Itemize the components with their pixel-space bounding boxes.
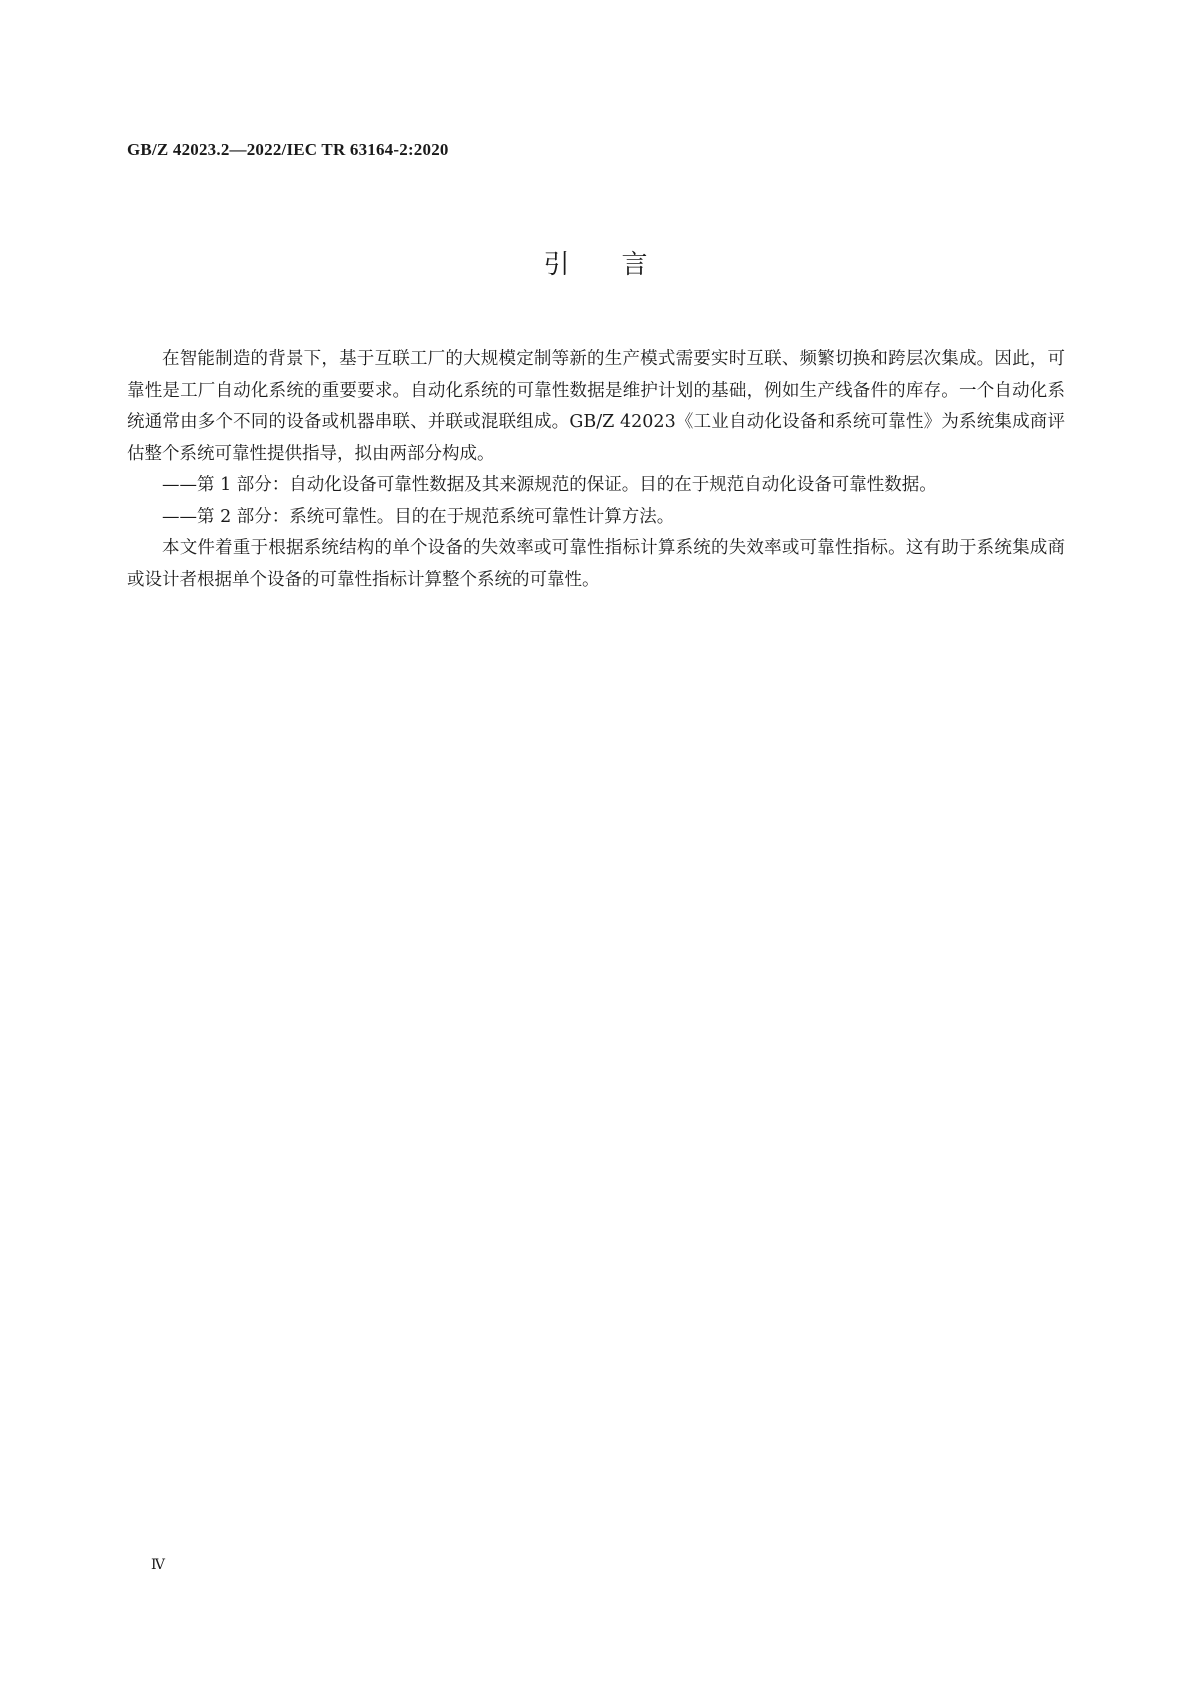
list-item-part-2: ——第 2 部分：系统可靠性。目的在于规范系统可靠性计算方法。 [162, 506, 675, 527]
intro-paragraph-2: 本文件着重于根据系统结构的单个设备的失效率或可靠性指标计算系统的失效率或可靠性指标。这有助于系统集成商或设计者根据单个设备的可靠性指标计算整个系统的可靠性。 [127, 538, 1065, 590]
page-number: Ⅳ [151, 1558, 165, 1573]
intro-paragraph-1: 在智能制造的背景下，基于互联工厂的大规模定制等新的生产模式需要实时互联、频繁切换和跨层次集成。因此，可靠性是工厂自动化系统的重要要求。自动化系统的可靠性数据是维护计划的基础，例如生产线备件的库存。一个自动化系统通常由多个不同的设备或机器串联、并联或混联组成。GB/Z 42023《工业自动化设备和系统可靠性》为系统集成商评估整个系统可靠性提供指导，拟由两部分构成。 [127, 349, 1065, 464]
introduction-body [127, 344, 1065, 596]
section-title: 引言 [543, 250, 700, 280]
list-item-part-1: ——第 1 部分：自动化设备可靠性数据及其来源规范的保证。目的在于规范自动化设备可靠性数据。 [162, 475, 937, 495]
standard-code: GB/Z 42023.2—2022/IEC TR 63164-2:2020 [127, 140, 449, 159]
